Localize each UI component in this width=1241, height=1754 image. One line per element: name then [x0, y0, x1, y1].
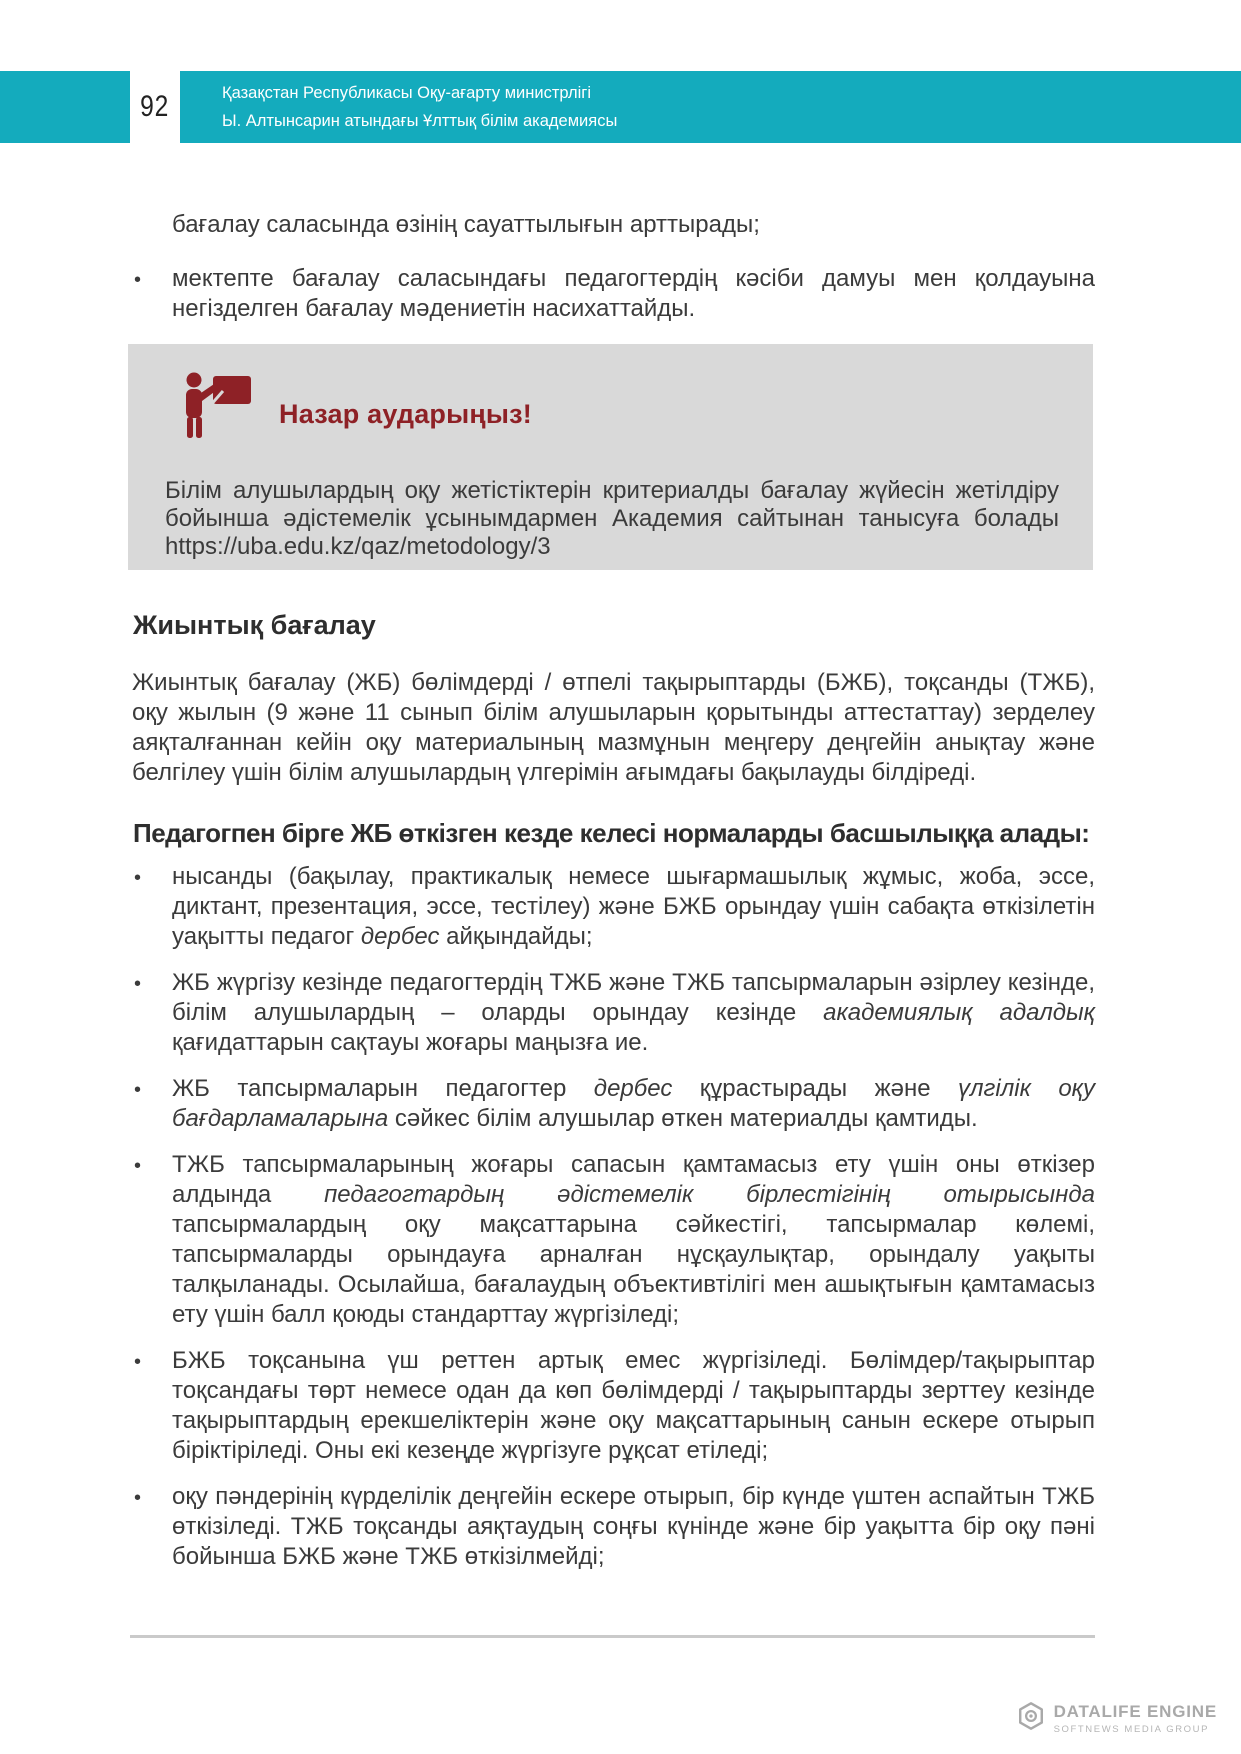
- page-number-cell: [130, 71, 180, 143]
- datalife-watermark: [1016, 1701, 1217, 1736]
- bullet-marker: •: [134, 269, 142, 291]
- norms-bullet-item-1: [132, 862, 1095, 952]
- norms-bullet-text-3: ЖБ тапсырмаларын педагогтер дербес құрастырады және үлгілік оқу бағдарламаларына сәйкес білім алушылар өткен материалды қамтиды.: [172, 1075, 1095, 1132]
- header-band: [0, 71, 1241, 143]
- intro-bullet-text: мектепте бағалау саласындағы педагогтердің кәсіби дамуы мен қолдауына негізделген бағалау мәдениетін насихаттайды.: [172, 265, 1095, 322]
- section-heading-norms: Педагогпен бірге ЖБ өткізген кезде келесі нормаларды басшылыққа алады:: [133, 818, 1090, 848]
- norms-bullet-item-3: [132, 1074, 1095, 1134]
- attention-title: Назар аударыңыз!: [279, 399, 532, 429]
- footer-divider: [130, 1635, 1095, 1638]
- section-paragraph-summative: Жиынтық бағалау (ЖБ) бөлімдерді / өтпелі тақырыптарды (БЖБ), тоқсанды (ТЖБ), оқу жылын (9 және 11 сынып білім алушыларын қорытынды аттестаттау) зерделеу аяқталғаннан кейін оқу материалының мазмұнын меңгеру деңгейін анықтау және белгілеу үшін білім алушылардың үлгерімін ағымдағы бақылауды білдіреді.: [132, 669, 1095, 786]
- norms-bullet-item-2: [132, 968, 1095, 1058]
- header-ministry-line: Қазақстан Республикасы Оқу-ағарту министрлігі: [222, 84, 591, 102]
- norms-bullet-text-1: нысанды (бақылау, практикалық немесе шығармашылық жұмыс, жоба, эссе, диктант, презентация, эссе, тестілеу) және БЖБ орындау үшін сабақта өткізілетін уақытты педагог дербес айқындайды;: [172, 863, 1095, 950]
- norms-bullet-item-6: [132, 1482, 1095, 1572]
- norms-bullet-list: [132, 862, 1095, 1588]
- header-band-main: [180, 71, 1241, 143]
- norms-bullet-text-5: БЖБ тоқсанына үш реттен артық емес жүргізіледі. Бөлімдер/тақырыптар тоқсандағы төрт немесе одан да көп бөлімдерді / тақырыптарды зерттеу кезінде тақырыптардың ерекшеліктерін және оқу мақсаттарының санын ескере отырып біріктіріледі. Оны екі кезеңде жүргізуге рұқсат етіледі;: [172, 1347, 1095, 1464]
- bullet-marker: •: [134, 1351, 142, 1373]
- norms-bullet-item-4: [132, 1150, 1095, 1330]
- page-number: 92: [140, 90, 170, 123]
- norms-bullet-item-5: [132, 1346, 1095, 1466]
- header-academy-line: Ы. Алтынсарин атындағы Ұлттық білім академиясы: [222, 112, 618, 130]
- bullet-marker: •: [134, 973, 142, 995]
- norms-bullet-text-6: оқу пәндерінің күрделілік деңгейін ескере отырып, бір күнде үштен аспайтын ТЖБ өткізіледі. ТЖБ тоқсанды аяқтаудың соңғы күнінде және бір уақытта бір оқу пәні бойынша БЖБ және ТЖБ өткізілмейді;: [172, 1483, 1095, 1570]
- datalife-logo-icon: [1016, 1701, 1046, 1736]
- attention-text: Білім алушылардың оқу жетістіктерін критериалды бағалау жүйесін жетілдіру бойынша әдістемелік ұсынымдармен Академия сайтынан танысуға болады https://uba.edu.kz/qaz/metodology/3: [165, 477, 1059, 560]
- bullet-marker: •: [134, 867, 142, 889]
- presenter-at-board-icon: [177, 372, 253, 457]
- norms-bullet-text-2: ЖБ жүргізу кезінде педагогтердің ТЖБ және ТЖБ тапсырмаларын әзірлеу кезінде, білім алушылардың – оларды орындау кезінде академиялық адалдық қағидаттарын сақтауы жоғары маңызға ие.: [172, 969, 1095, 1056]
- intro-bullet-item: [132, 264, 1095, 324]
- norms-bullet-text-4: ТЖБ тапсырмаларының жоғары сапасын қамтамасыз ету үшін оны өткізер алдында педагогтардың әдістемелік бірлестігінің отырысында тапсырмалардың оқу мақсаттарына сәйкестігі, тапсырмалар көлемі, тапсырмаларды орындауға арналған нұсқаулықтар, орындалу уақыты талқыланады. Осылайша, бағалаудың объективтілігі мен ашықтығын қамтамасыз ету үшін балл қоюды стандарттау жүргізіледі;: [172, 1151, 1095, 1328]
- attention-box: [128, 344, 1093, 570]
- section-heading-summative: Жиынтық бағалау: [133, 610, 376, 640]
- bullet-marker: •: [134, 1155, 142, 1177]
- watermark-subtitle: SOFTNEWS MEDIA GROUP: [1053, 1724, 1210, 1735]
- header-band-left-segment: [0, 71, 130, 143]
- attention-header: [177, 372, 1059, 457]
- bullet-marker: •: [134, 1079, 142, 1101]
- bullet-marker: •: [134, 1487, 142, 1509]
- intro-continuation-text: бағалау саласында өзінің сауаттылығын арттырады;: [172, 211, 760, 238]
- watermark-title: DATALIFE ENGINE: [1053, 1702, 1217, 1721]
